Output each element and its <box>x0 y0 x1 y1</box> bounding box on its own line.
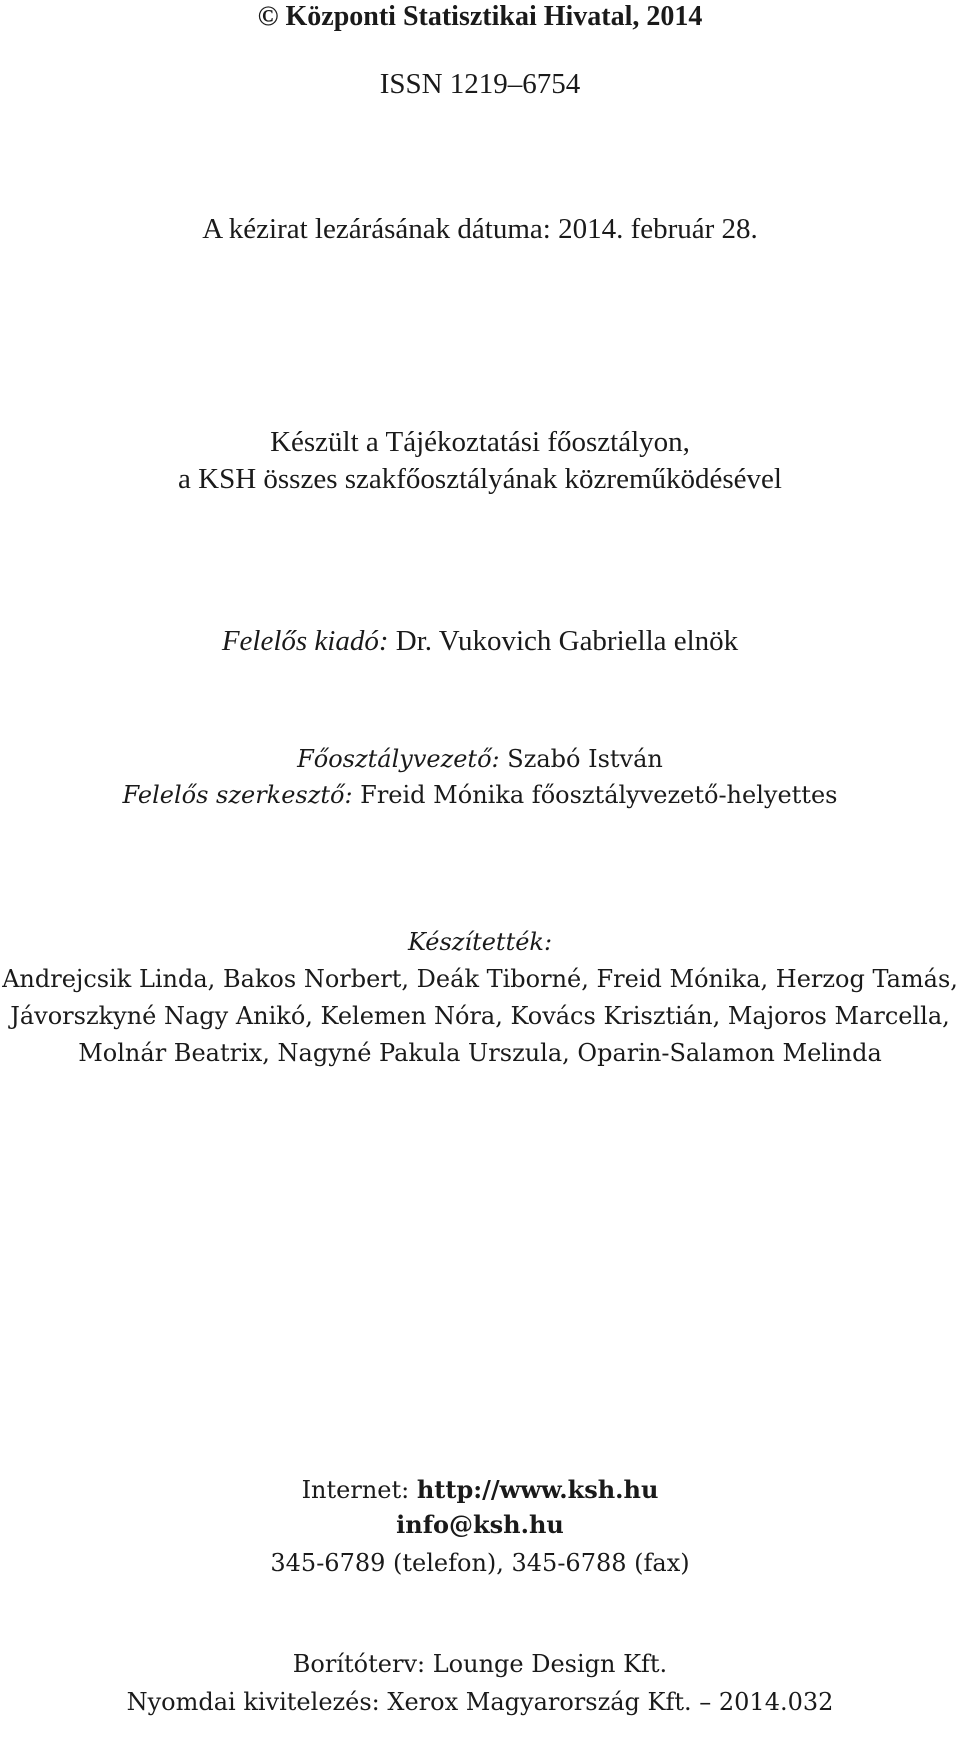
publisher-line <box>0 627 960 656</box>
issn-line: ISSN 1219–6754 <box>379 68 581 100</box>
publisher-value: Dr. Vukovich Gabriella elnök <box>388 625 739 657</box>
copyright-line: © Központi Statisztikai Hivatal, 2014 <box>257 1 703 32</box>
head-of-department-value: Szabó István <box>499 745 663 773</box>
authors-label: Készítették: <box>407 928 553 956</box>
authors-line-1: Andrejcsik Linda, Bakos Norbert, Deák Tiborné, Freid Mónika, Herzog Tamás, <box>2 965 958 993</box>
editor-value: Freid Mónika főosztályvezető-helyettes <box>352 781 838 809</box>
editor-line <box>0 783 960 807</box>
authors-line-2: Jávorszkyné Nagy Anikó, Kelemen Nóra, Kovács Krisztián, Majoros Marcella, <box>10 1002 950 1030</box>
editor-label: Felelős szerkesztő: <box>122 781 353 809</box>
phone-line: 345-6789 (telefon), 345-6788 (fax) <box>270 1549 690 1577</box>
prepared-line-1: Készült a Tájékoztatási főosztályon, <box>270 426 690 458</box>
internet-line <box>0 1475 960 1504</box>
publisher-label: Felelős kiadó: <box>221 625 389 657</box>
cover-design-line: Borítóterv: Lounge Design Kft. <box>292 1650 668 1678</box>
internet-label: Internet: <box>301 1476 417 1504</box>
prepared-line-2: a KSH összes szakfőosztályának közreműködésével <box>178 463 782 495</box>
printing-line: Nyomdai kivitelezés: Xerox Magyarország Kft. – 2014.032 <box>126 1688 834 1716</box>
authors-line-3: Molnár Beatrix, Nagyné Pakula Urszula, Oparin-Salamon Melinda <box>78 1039 882 1067</box>
email-link[interactable]: info@ksh.hu <box>396 1510 564 1539</box>
manuscript-date-line: A kézirat lezárásának dátuma: 2014. február 28. <box>202 213 758 245</box>
website-link[interactable]: http://www.ksh.hu <box>416 1475 659 1504</box>
head-of-department-label: Főosztályvezető: <box>297 745 500 773</box>
head-of-department-line <box>0 747 960 771</box>
